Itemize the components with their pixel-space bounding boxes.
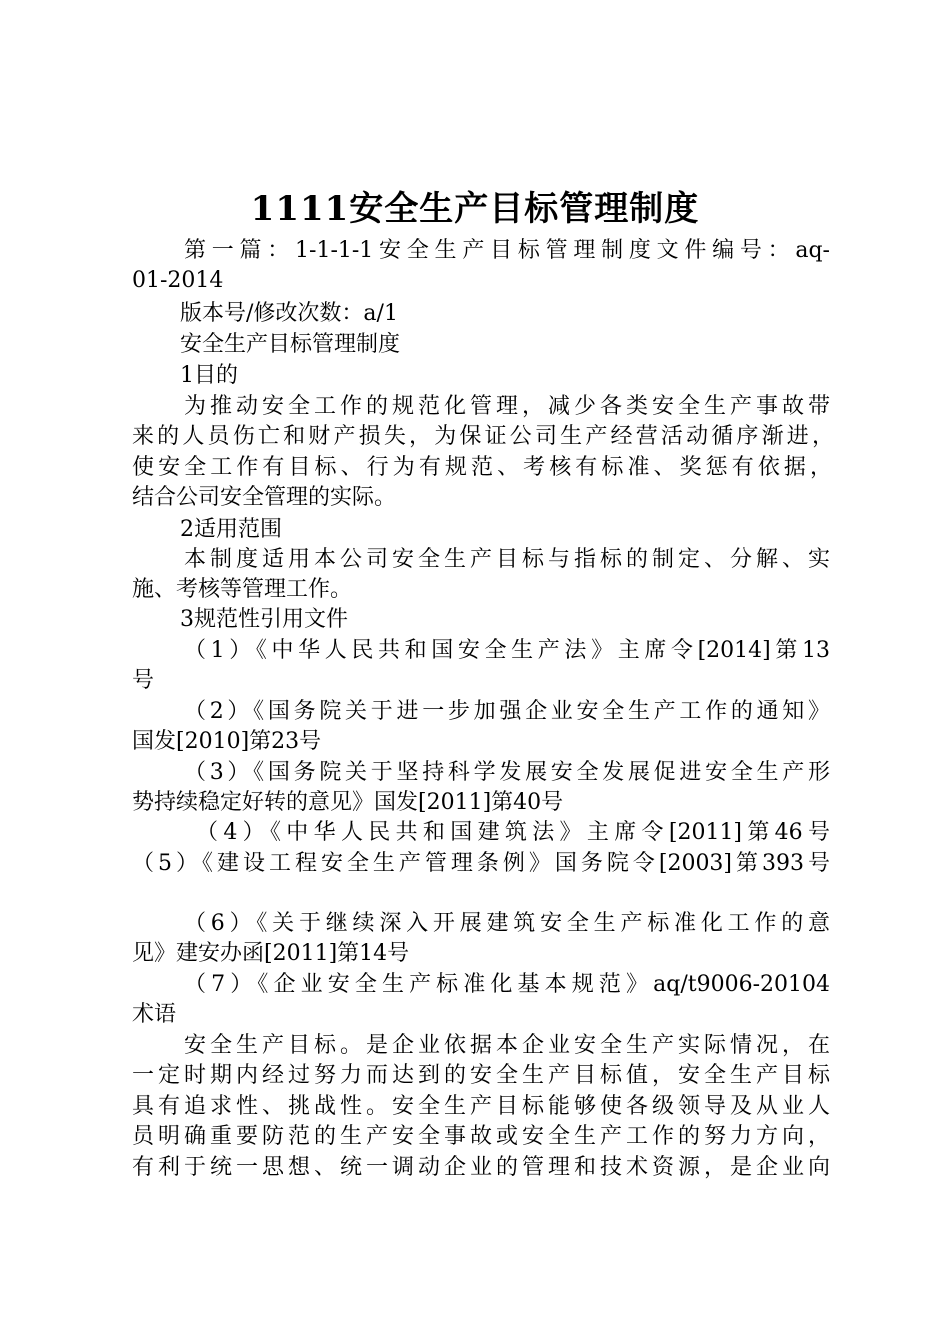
text-line: 势持续稳定好转的意见》国发[2011]第40号 <box>132 790 564 815</box>
text-line: （1）《中华人民共和国安全生产法》主席令[2014]第13 <box>184 638 830 663</box>
text-line: 有利于统一思想、统一调动企业的管理和技术资源，是企业向 <box>132 1155 830 1180</box>
text-line: （6）《关于继续深入开展建筑安全生产标准化工作的意 <box>184 911 830 936</box>
document-title: 1111安全生产目标管理制度 <box>250 189 700 229</box>
text-line: （4）《中华人民共和国建筑法》主席令[2011]第46号 <box>196 820 830 845</box>
text-line: （2）《国务院关于进一步加强企业安全生产工作的通知》 <box>184 699 830 724</box>
text-line: 1目的 <box>180 363 238 388</box>
text-line: 结合公司安全管理的实际。 <box>132 485 397 510</box>
text-line: 01-2014 <box>132 268 224 293</box>
text-line: 使安全工作有目标、行为有规范、考核有标准、奖惩有依据， <box>132 455 832 480</box>
text-line: 来的人员伤亡和财产损失，为保证公司生产经营活动循序渐进， <box>132 424 834 449</box>
text-line: （5）《建设工程安全生产管理条例》国务院令[2003]第393号 <box>132 851 830 876</box>
text-line: 员明确重要防范的生产安全事故或安全生产工作的努力方向， <box>132 1124 830 1149</box>
text-line: 3规范性引用文件 <box>180 607 348 632</box>
text-line: 安全生产目标管理制度 <box>180 332 401 357</box>
text-line: 国发[2010]第23号 <box>132 729 322 754</box>
text-line: 2适用范围 <box>180 517 282 542</box>
text-line: （7）《企业安全生产标准化基本规范》aq/t9006-20104 <box>184 972 830 997</box>
text-line: 号 <box>132 668 155 693</box>
text-line: 本制度适用本公司安全生产目标与指标的制定、分解、实 <box>184 547 830 572</box>
text-line: 安全生产目标。是企业依据本企业安全生产实际情况，在 <box>184 1033 830 1058</box>
text-line: 版本号/修改次数：a/1 <box>180 301 398 326</box>
text-line: 第一篇：1-1-1-1安全生产目标管理制度文件编号：aq- <box>184 238 830 263</box>
text-line: （3）《国务院关于坚持科学发展安全发展促进安全生产形 <box>184 760 830 785</box>
text-line: 施、考核等管理工作。 <box>132 577 353 602</box>
text-line: 术语 <box>132 1002 177 1027</box>
text-line: 见》建安办函[2011]第14号 <box>132 941 410 966</box>
text-line: 一定时期内经过努力而达到的安全生产目标值，安全生产目标 <box>132 1063 830 1088</box>
text-line: 为推动安全工作的规范化管理，减少各类安全生产事故带 <box>184 394 830 419</box>
text-line: 具有追求性、挑战性。安全生产目标能够使各级领导及从业人 <box>132 1094 830 1119</box>
